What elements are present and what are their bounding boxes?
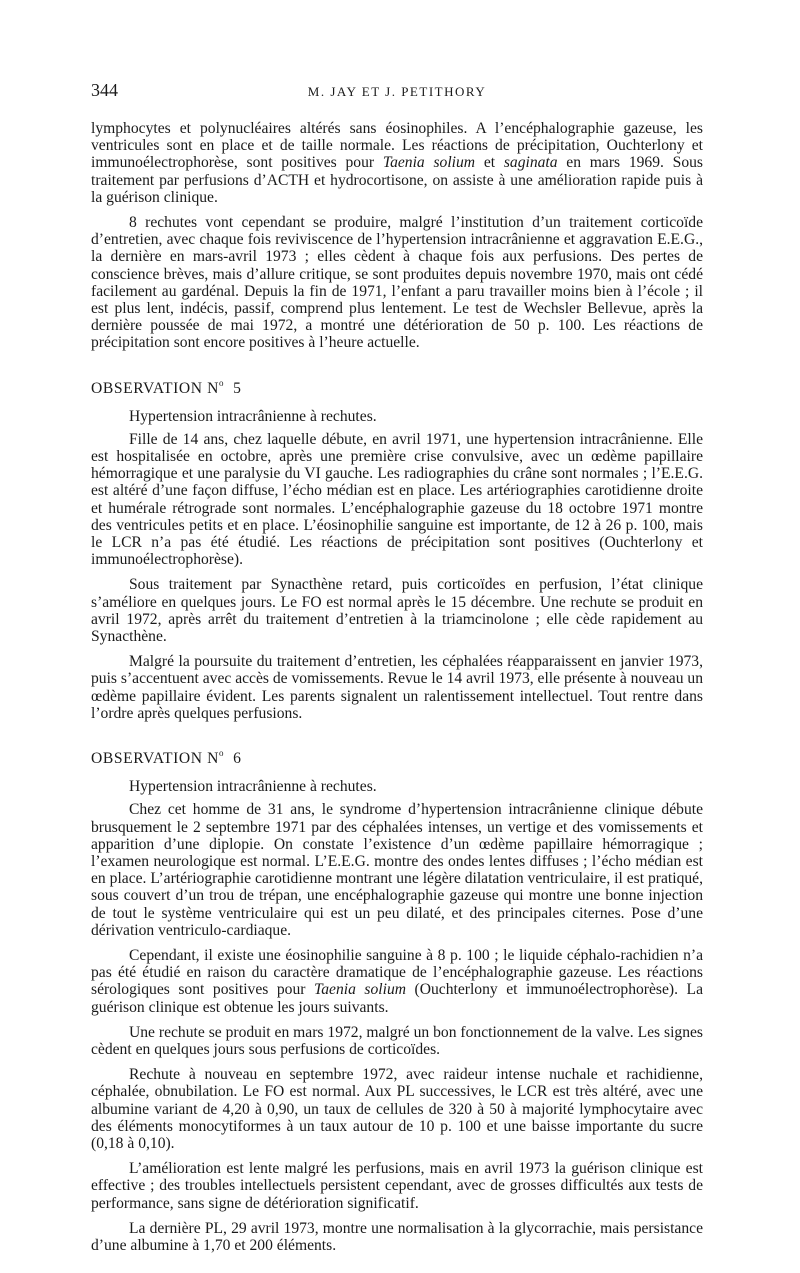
observation-6-paragraph-4: Rechute à nouveau en septembre 1972, avec raideur intense nuchale et rachidienne, céphalée, obnubilation. Le FO est normal. Aux PL successives, le LCR est très altéré, avec une albumine variant de 4,20 à 0,90, un taux de cellules de 320 à 50 à majorité lymphocytaire avec des éléments monocytiformes à un taux autour de 10 p. 100 et une baisse importante du sucre (0,18 à 0,10).: [91, 1066, 703, 1152]
running-title: M. JAY ET J. PETITHORY: [307, 84, 487, 99]
observation-6-heading: OBSERVATION $N^o$ 6: [91, 748, 242, 768]
observation-6-paragraph-6: La dernière PL, 29 avril 1973, montre une normalisation à la glycorrachie, mais persistance d’une albumine à 1,70 et 200 éléments.: [91, 1219, 703, 1254]
observation-5-paragraph-1: Fille de 14 ans, chez laquelle débute, en avril 1971, une hypertension intracrânienne. Elle est hospitalisée en octobre, après une première crise convulsive, avec un œdème papillaire hémorragique et une paralysie du VI gauche. Les radiographies du crâne sont normales ; l’E.E.G. est altéré d’une façon diffuse, l’écho médian est en place. Les artériographies carotidienne droite et humérale rétrograde sont normales. L’encéphalographie gazeuse du 18 octobre 1971 montre des ventricules petits et en place. L’éosinophilie sanguine est importante, de 12 à 26 p. 100, mais le LCR n’a pas été étudié. Les réactions de précipitation sont positives (Ouchterlony et immunoélectrophorèse).: [91, 430, 703, 569]
observation-5-paragraph-2: Sous traitement par Synacthène retard, puis corticoïdes en perfusion, l’état clinique s’améliore en quelques jours. Le FO est normal après le 15 décembre. Une rechute se produit en avril 1972, après arrêt du traitement d’entretien à la triamcinolone ; elle cède rapidement au Synacthène.: [91, 576, 703, 646]
observation-6-paragraph-5: L’amélioration est lente malgré les perfusions, mais en avril 1973 la guérison clinique est effective ; des troubles intellectuels persistent cependant, avec de grosses difficultés aux tests de performance, sans signe de détérioration significatif.: [91, 1160, 703, 1212]
observation-5-heading: OBSERVATION $N^o$ 5: [91, 377, 242, 397]
observation-6-paragraph-3: Une rechute se produit en mars 1972, malgré un bon fonctionnement de la valve. Les signes cèdent en quelques jours sous perfusions de corticoïdes.: [91, 1023, 703, 1058]
intro-paragraph-1: lymphocytes et polynucléaires altérés sans éosinophiles. A l’encéphalographie gazeuse, les ventricules sont en place et de taille normale. Les réactions de précipitation, Ouchterlony et immunoélectrophorèse, sont positives pour Taenia solium et saginata en mars 1969. Sous traitement par perfusions d’ACTH et hydrocortisone, on assiste à une amélioration rapide puis à la guérison clinique.: [91, 120, 704, 206]
page-number: 344: [91, 80, 118, 100]
observation-5-subtitle: Hypertension intracrânienne à rechutes.: [129, 407, 377, 425]
observation-6-paragraph-1: Chez cet homme de 31 ans, le syndrome d’hypertension intracrânienne clinique débute brusquement le 2 septembre 1971 par des céphalées intenses, un vertige et des vomissements et apparition d’une diplopie. On constate l’existence d’un œdème papillaire hémorragique ; l’examen neurologique est normal. L’E.E.G. montre des ondes lentes diffuses ; l’écho médian est en place. L’artériographie carotidienne montrant une légère dilatation ventriculaire, il est pratiqué, sous couvert d’un trou de trépan, une encéphalographie gazeuse qui montre une bonne injection de tout le système ventriculaire qui est un peu dilaté, et des principales citernes. Pose d’une dérivation ventriculo-cardiaque.: [91, 801, 703, 939]
observation-5-paragraph-3: Malgré la poursuite du traitement d’entretien, les céphalées réapparaissent en janvier 1973, puis s’accentuent avec accès de vomissements. Revue le 14 avril 1973, elle présente à nouveau un œdème papillaire évident. Les parents signalent un ralentissement intellectuel. Tout rentre dans l’ordre après quelques perfusions.: [91, 653, 703, 722]
document-page: [91, 76, 703, 1262]
intro-paragraph-2: 8 rechutes vont cependant se produire, malgré l’institution d’un traitement corticoïde d’entretien, avec chaque fois reviviscence de l’hypertension intracrânienne et aggravation E.E.G., la dernière en mars-avril 1973 ; elles cèdent à chaque fois aux perfusions. Des pertes de conscience brèves, mais d’allure critique, se sont produites depuis novembre 1970, mais ont cédé facilement au gardénal. Depuis la fin de 1971, l’enfant a paru travailler moins bien à l’école ; il est plus lent, indécis, passif, comprend plus lentement. Le test de Wechsler Bellevue, après la dernière poussée de mai 1972, a montré une détérioration de 50 p. 100. Les réactions de précipitation sont encore positives à l’heure actuelle.: [91, 214, 703, 352]
observation-6-subtitle: Hypertension intracrânienne à rechutes.: [129, 778, 377, 796]
page-body: [91, 120, 703, 1254]
page-header: [91, 76, 703, 104]
observation-6-paragraph-2: Cependant, il existe une éosinophilie sanguine à 8 p. 100 ; le liquide céphalo-rachidien n’a pas été étudié en raison du caractère dramatique de l’encéphalographie gazeuse. Les réactions sérologiques sont positives pour Taenia solium (Ouchterlony et immunoélectrophorèse). La guérison clinique est obtenue les jours suivants.: [91, 946, 703, 1016]
